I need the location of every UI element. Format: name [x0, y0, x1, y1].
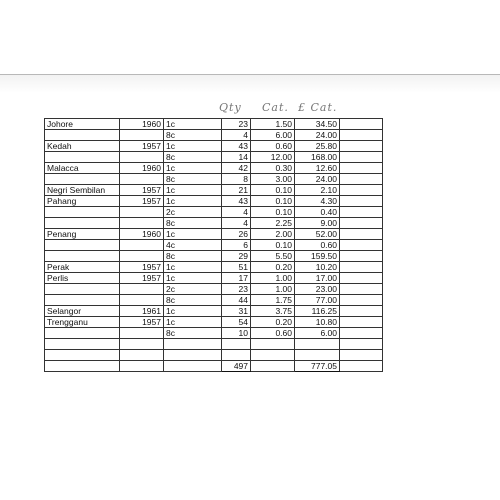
table-row [45, 196, 383, 207]
price-cell: 6.00 [251, 130, 295, 141]
year-cell [120, 174, 164, 185]
blank-cell [340, 262, 383, 273]
table-row [45, 119, 383, 130]
totals-box-cell [340, 360, 383, 371]
category-cell [164, 339, 222, 350]
year-cell [120, 152, 164, 163]
state-cell [45, 174, 120, 185]
year-cell [120, 251, 164, 262]
amount-cell: 34.50 [295, 119, 340, 130]
table-row [45, 284, 383, 295]
table-row [45, 218, 383, 229]
category-cell: 1c [164, 185, 222, 196]
state-cell: Kedah [45, 141, 120, 152]
price-cell: 1.00 [251, 273, 295, 284]
price-cell: 5.50 [251, 251, 295, 262]
category-cell: 1c [164, 163, 222, 174]
state-cell [45, 218, 120, 229]
table-row [45, 207, 383, 218]
amount-cell: 0.40 [295, 207, 340, 218]
blank-cell [340, 317, 383, 328]
state-cell [45, 349, 120, 360]
table-row [45, 251, 383, 262]
table-row [45, 130, 383, 141]
qty-cell: 51 [222, 262, 251, 273]
qty-cell: 44 [222, 295, 251, 306]
year-cell [120, 339, 164, 350]
price-cell: 0.20 [251, 317, 295, 328]
price-cell: 0.30 [251, 163, 295, 174]
amount-cell: 10.80 [295, 317, 340, 328]
amount-cell: 168.00 [295, 152, 340, 163]
handwritten-cat-header: Cat. [262, 101, 289, 114]
state-cell: Perak [45, 262, 120, 273]
qty-cell: 43 [222, 196, 251, 207]
qty-cell: 6 [222, 240, 251, 251]
qty-cell: 31 [222, 306, 251, 317]
qty-cell: 43 [222, 141, 251, 152]
blank-cell [340, 251, 383, 262]
amount-cell: 159.50 [295, 251, 340, 262]
qty-cell: 21 [222, 185, 251, 196]
state-cell [45, 295, 120, 306]
amount-cell: 6.00 [295, 328, 340, 339]
price-cell: 0.10 [251, 207, 295, 218]
state-cell [45, 130, 120, 141]
category-cell: 8c [164, 295, 222, 306]
amount-cell: 2.10 [295, 185, 340, 196]
state-cell: Perlis [45, 273, 120, 284]
state-cell [45, 152, 120, 163]
table-row [45, 328, 383, 339]
amount-cell: 9.00 [295, 218, 340, 229]
handwritten-scat-header: £ Cat. [298, 101, 338, 114]
category-cell: 8c [164, 251, 222, 262]
category-cell: 1c [164, 262, 222, 273]
category-cell [164, 349, 222, 360]
stamp-ledger-table [44, 118, 383, 372]
state-cell [45, 207, 120, 218]
amount-cell: 10.20 [295, 262, 340, 273]
year-cell: 1957 [120, 185, 164, 196]
category-cell: 8c [164, 218, 222, 229]
price-cell: 0.10 [251, 185, 295, 196]
total-qty: 497 [222, 360, 251, 371]
year-cell: 1960 [120, 119, 164, 130]
amount-cell [295, 339, 340, 350]
qty-cell: 23 [222, 119, 251, 130]
table-row [45, 174, 383, 185]
year-cell: 1957 [120, 273, 164, 284]
price-cell: 3.75 [251, 306, 295, 317]
qty-cell: 42 [222, 163, 251, 174]
amount-cell: 4.30 [295, 196, 340, 207]
category-cell: 8c [164, 152, 222, 163]
price-cell [251, 339, 295, 350]
amount-cell: 23.00 [295, 284, 340, 295]
scan-shadow [0, 75, 500, 93]
blank-cell [340, 284, 383, 295]
price-cell: 1.00 [251, 284, 295, 295]
category-cell: 1c [164, 229, 222, 240]
year-cell: 1957 [120, 262, 164, 273]
qty-cell: 4 [222, 130, 251, 141]
blank-cell [340, 295, 383, 306]
blank-cell [340, 185, 383, 196]
blank-cell [340, 196, 383, 207]
blank-cell [340, 119, 383, 130]
year-cell [120, 240, 164, 251]
year-cell: 1961 [120, 306, 164, 317]
table-row [45, 240, 383, 251]
amount-cell: 12.60 [295, 163, 340, 174]
qty-cell: 8 [222, 174, 251, 185]
price-cell: 1.50 [251, 119, 295, 130]
table-row [45, 229, 383, 240]
category-cell: 1c [164, 317, 222, 328]
year-cell [120, 218, 164, 229]
state-cell: Pahang [45, 196, 120, 207]
price-cell: 0.60 [251, 141, 295, 152]
qty-cell [222, 349, 251, 360]
state-cell: Trengganu [45, 317, 120, 328]
price-cell: 3.00 [251, 174, 295, 185]
category-cell: 1c [164, 273, 222, 284]
category-cell: 8c [164, 328, 222, 339]
qty-cell: 4 [222, 218, 251, 229]
totals-empty-cell [45, 360, 120, 371]
qty-cell: 26 [222, 229, 251, 240]
price-cell: 2.00 [251, 229, 295, 240]
qty-cell: 4 [222, 207, 251, 218]
state-cell: Selangor [45, 306, 120, 317]
blank-cell [340, 349, 383, 360]
state-cell: Penang [45, 229, 120, 240]
state-cell: Negri Sembilan [45, 185, 120, 196]
year-cell: 1957 [120, 196, 164, 207]
category-cell: 8c [164, 174, 222, 185]
state-cell [45, 339, 120, 350]
state-cell: Johore [45, 119, 120, 130]
year-cell [120, 207, 164, 218]
totals-empty-cell [251, 360, 295, 371]
table-row [45, 185, 383, 196]
price-cell: 2.25 [251, 218, 295, 229]
table-row [45, 273, 383, 284]
table-row [45, 349, 383, 360]
state-cell [45, 251, 120, 262]
blank-cell [340, 152, 383, 163]
year-cell: 1960 [120, 229, 164, 240]
blank-cell [340, 174, 383, 185]
qty-cell [222, 339, 251, 350]
blank-cell [340, 218, 383, 229]
qty-cell: 10 [222, 328, 251, 339]
blank-cell [340, 141, 383, 152]
qty-cell: 54 [222, 317, 251, 328]
blank-cell [340, 273, 383, 284]
amount-cell: 116.25 [295, 306, 340, 317]
blank-cell [340, 240, 383, 251]
year-cell [120, 295, 164, 306]
table-row [45, 306, 383, 317]
price-cell [251, 349, 295, 360]
table-row [45, 339, 383, 350]
category-cell: 2c [164, 207, 222, 218]
category-cell: 1c [164, 196, 222, 207]
totals-row [45, 360, 383, 371]
amount-cell: 17.00 [295, 273, 340, 284]
state-cell: Malacca [45, 163, 120, 174]
category-cell: 4c [164, 240, 222, 251]
amount-cell: 25.80 [295, 141, 340, 152]
qty-cell: 29 [222, 251, 251, 262]
category-cell: 1c [164, 306, 222, 317]
table-row [45, 317, 383, 328]
table-row [45, 295, 383, 306]
state-cell [45, 284, 120, 295]
amount-cell: 52.00 [295, 229, 340, 240]
amount-cell [295, 349, 340, 360]
year-cell [120, 328, 164, 339]
year-cell [120, 284, 164, 295]
blank-cell [340, 207, 383, 218]
category-cell: 1c [164, 141, 222, 152]
totals-empty-cell [164, 360, 222, 371]
blank-cell [340, 130, 383, 141]
price-cell: 0.10 [251, 240, 295, 251]
table-row [45, 262, 383, 273]
blank-cell [340, 328, 383, 339]
category-cell: 1c [164, 119, 222, 130]
handwritten-qty-header: Qty [219, 101, 242, 114]
qty-cell: 17 [222, 273, 251, 284]
state-cell [45, 240, 120, 251]
qty-cell: 23 [222, 284, 251, 295]
blank-cell [340, 163, 383, 174]
totals-empty-cell [120, 360, 164, 371]
amount-cell: 24.00 [295, 130, 340, 141]
table-row [45, 141, 383, 152]
table-row [45, 152, 383, 163]
total-amount: 777.05 [295, 360, 340, 371]
year-cell: 1960 [120, 163, 164, 174]
category-cell: 2c [164, 284, 222, 295]
price-cell: 1.75 [251, 295, 295, 306]
qty-cell: 14 [222, 152, 251, 163]
price-cell: 0.20 [251, 262, 295, 273]
year-cell: 1957 [120, 141, 164, 152]
price-cell: 12.00 [251, 152, 295, 163]
amount-cell: 77.00 [295, 295, 340, 306]
ledger-body [45, 119, 383, 361]
price-cell: 0.10 [251, 196, 295, 207]
blank-cell [340, 229, 383, 240]
table-row [45, 163, 383, 174]
amount-cell: 0.60 [295, 240, 340, 251]
state-cell [45, 328, 120, 339]
amount-cell: 24.00 [295, 174, 340, 185]
blank-cell [340, 306, 383, 317]
category-cell: 8c [164, 130, 222, 141]
year-cell [120, 349, 164, 360]
year-cell [120, 130, 164, 141]
price-cell: 0.60 [251, 328, 295, 339]
blank-cell [340, 339, 383, 350]
year-cell: 1957 [120, 317, 164, 328]
